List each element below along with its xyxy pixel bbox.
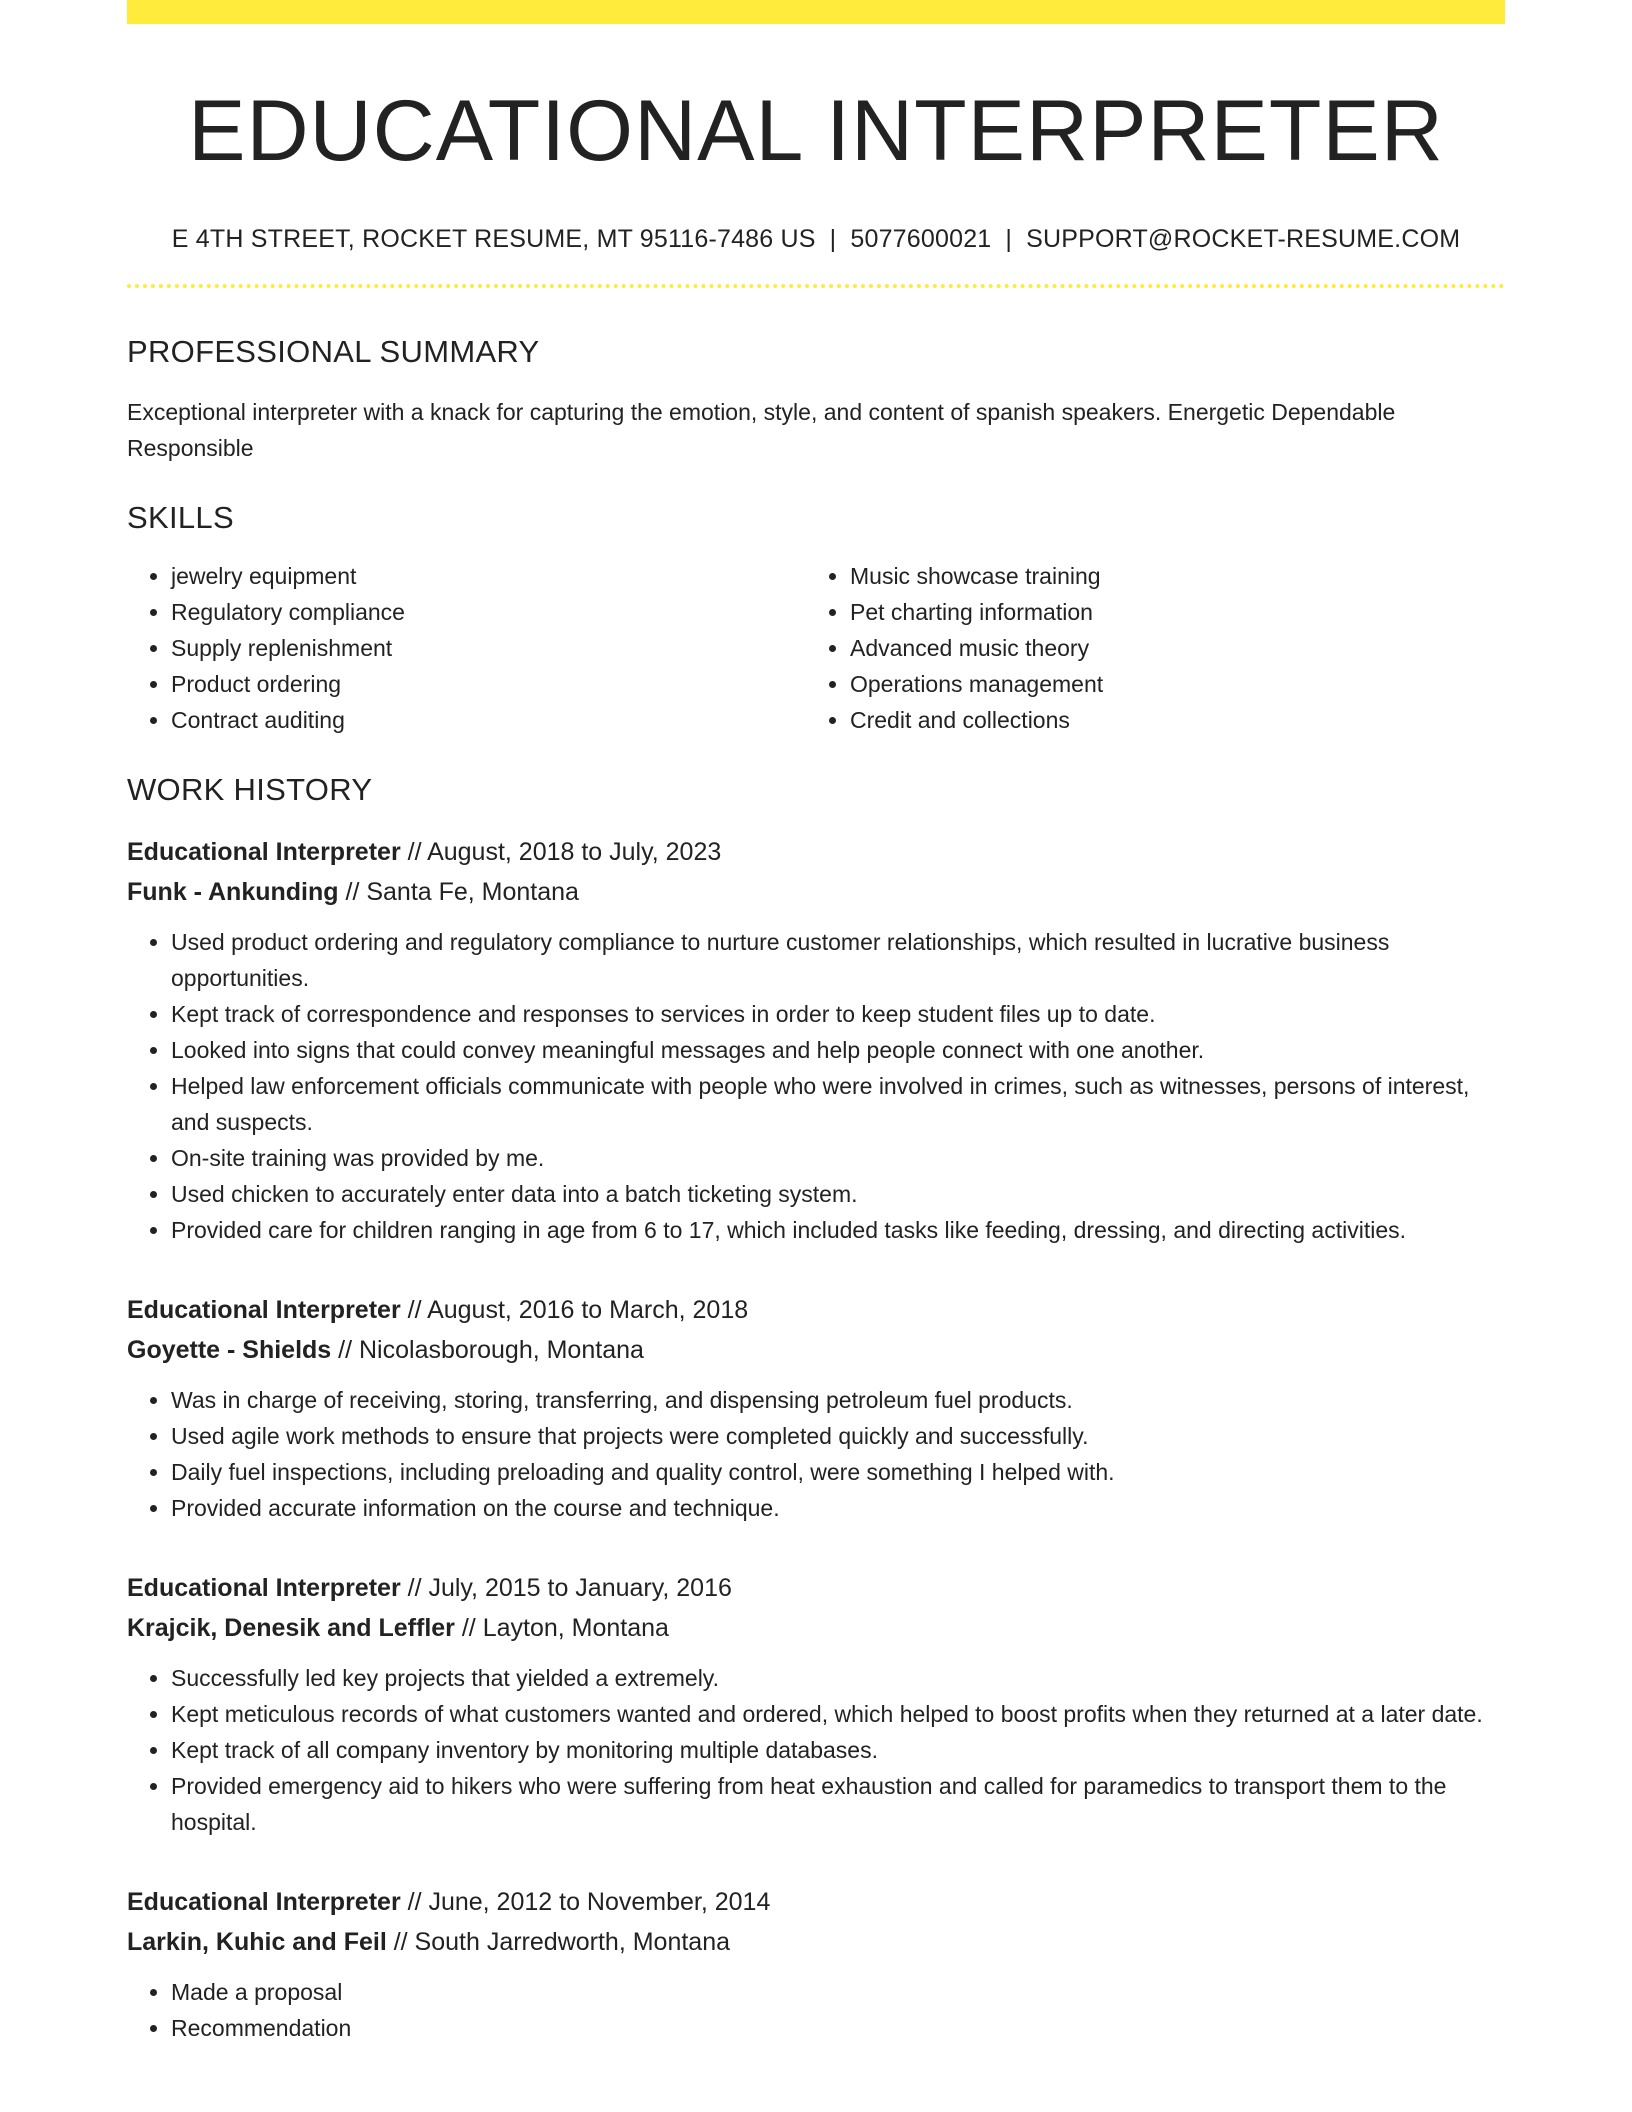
job-entry: [127, 832, 1505, 1248]
job-role: Educational Interpreter: [127, 838, 401, 867]
job-bullet: • Provided care for children ranging in age from 6 to 17, which included tasks like feeding, dressing, and directing activities.: [171, 1212, 1505, 1248]
job-bullet: • Used agile work methods to ensure that projects were completed quickly and successfully.: [171, 1418, 1505, 1454]
skill-item: • Advanced music theory: [850, 630, 1485, 666]
job-bullets: [127, 1660, 1505, 1840]
job-company-line: [127, 872, 1505, 912]
skill-item: • Supply replenishment: [171, 630, 806, 666]
contact-address: E 4TH STREET, ROCKET RESUME, MT 95116-7486 US: [171, 225, 816, 254]
job-role: Educational Interpreter: [127, 1888, 401, 1917]
job-bullet: • Kept track of all company inventory by monitoring multiple databases.: [171, 1732, 1505, 1768]
job-bullet: • On-site training was provided by me.: [171, 1140, 1505, 1176]
skill-item: • Credit and collections: [850, 702, 1485, 738]
job-bullet: • Kept track of correspondence and responses to services in order to keep student files up to date.: [171, 996, 1505, 1032]
job-location: // Santa Fe, Montana: [338, 878, 579, 907]
job-bullet: • Kept meticulous records of what customers wanted and ordered, which helped to boost profits when they returned at a later date.: [171, 1696, 1505, 1732]
skill-item: • Contract auditing: [171, 702, 806, 738]
resume-page: [127, 0, 1505, 2046]
contact-separator: |: [1005, 225, 1013, 254]
job-location: // Layton, Montana: [454, 1614, 669, 1643]
accent-bar: [127, 0, 1505, 24]
skill-item: • jewelry equipment: [171, 558, 806, 594]
job-company: Krajcik, Denesik and Leffler: [127, 1614, 455, 1643]
job-dates: // August, 2018 to July, 2023: [400, 838, 722, 867]
job-role-line: [127, 1882, 1505, 1922]
job-bullet: • Used chicken to accurately enter data into a batch ticketing system.: [171, 1176, 1505, 1212]
job-location: // Nicolasborough, Montana: [331, 1336, 644, 1365]
job-bullet: • Provided accurate information on the course and technique.: [171, 1490, 1505, 1526]
job-location: // South Jarredworth, Montana: [386, 1928, 731, 1957]
contact-line: [127, 225, 1505, 254]
job-entry: [127, 1290, 1505, 1526]
job-bullets: [127, 1974, 1505, 2046]
job-bullets: [127, 1382, 1505, 1526]
job-bullet: • Daily fuel inspections, including preloading and quality control, were something I helped with.: [171, 1454, 1505, 1490]
job-role-line: [127, 1290, 1505, 1330]
contact-phone: 5077600021: [850, 225, 992, 254]
job-bullet: • Recommendation: [171, 2010, 1505, 2046]
job-bullet: • Used product ordering and regulatory compliance to nurture customer relationships, which resulted in lucrative business opportunities.: [171, 924, 1505, 996]
skills-column-left: [127, 558, 806, 738]
skills-column-right: [806, 558, 1485, 738]
skill-item: • Operations management: [850, 666, 1485, 702]
job-company-line: [127, 1330, 1505, 1370]
job-bullet: • Provided emergency aid to hikers who were suffering from heat exhaustion and called for paramedics to transport them to the hospital.: [171, 1768, 1505, 1840]
skills-heading: SKILLS: [127, 500, 234, 536]
dotted-divider: [127, 284, 1505, 288]
contact-separator: |: [829, 225, 837, 254]
job-company-line: [127, 1608, 1505, 1648]
skill-item: • Pet charting information: [850, 594, 1485, 630]
job-role: Educational Interpreter: [127, 1296, 401, 1325]
job-company: Larkin, Kuhic and Feil: [127, 1928, 387, 1957]
job-bullet: • Was in charge of receiving, storing, transferring, and dispensing petroleum fuel products.: [171, 1382, 1505, 1418]
work-history-heading: WORK HISTORY: [127, 772, 373, 808]
job-bullet: • Looked into signs that could convey meaningful messages and help people connect with one another.: [171, 1032, 1505, 1068]
job-entry: [127, 1882, 1505, 2046]
skills-grid: [127, 558, 1505, 738]
job-bullet: • Successfully led key projects that yielded a extremely.: [171, 1660, 1505, 1696]
job-dates: // July, 2015 to January, 2016: [400, 1574, 732, 1603]
job-role: Educational Interpreter: [127, 1574, 401, 1603]
job-role-line: [127, 1568, 1505, 1608]
summary-text: Exceptional interpreter with a knack for capturing the emotion, style, and content of spanish speakers. Energetic Dependable Responsible: [127, 399, 1396, 462]
job-company: Funk - Ankunding: [127, 878, 339, 907]
resume-title: EDUCATIONAL INTERPRETER: [188, 83, 1444, 179]
job-bullet: • Made a proposal: [171, 1974, 1505, 2010]
job-entry: [127, 1568, 1505, 1840]
job-bullet: • Helped law enforcement officials communicate with people who were involved in crimes, such as witnesses, persons of interest, and suspects.: [171, 1068, 1505, 1140]
contact-email: SUPPORT@ROCKET-RESUME.COM: [1026, 225, 1461, 254]
job-dates: // June, 2012 to November, 2014: [400, 1888, 771, 1917]
job-role-line: [127, 832, 1505, 872]
job-bullets: [127, 924, 1505, 1248]
job-company-line: [127, 1922, 1505, 1962]
skill-item: • Music showcase training: [850, 558, 1485, 594]
summary-heading: PROFESSIONAL SUMMARY: [127, 334, 540, 370]
job-dates: // August, 2016 to March, 2018: [400, 1296, 749, 1325]
job-company: Goyette - Shields: [127, 1336, 332, 1365]
skill-item: • Regulatory compliance: [171, 594, 806, 630]
skill-item: • Product ordering: [171, 666, 806, 702]
